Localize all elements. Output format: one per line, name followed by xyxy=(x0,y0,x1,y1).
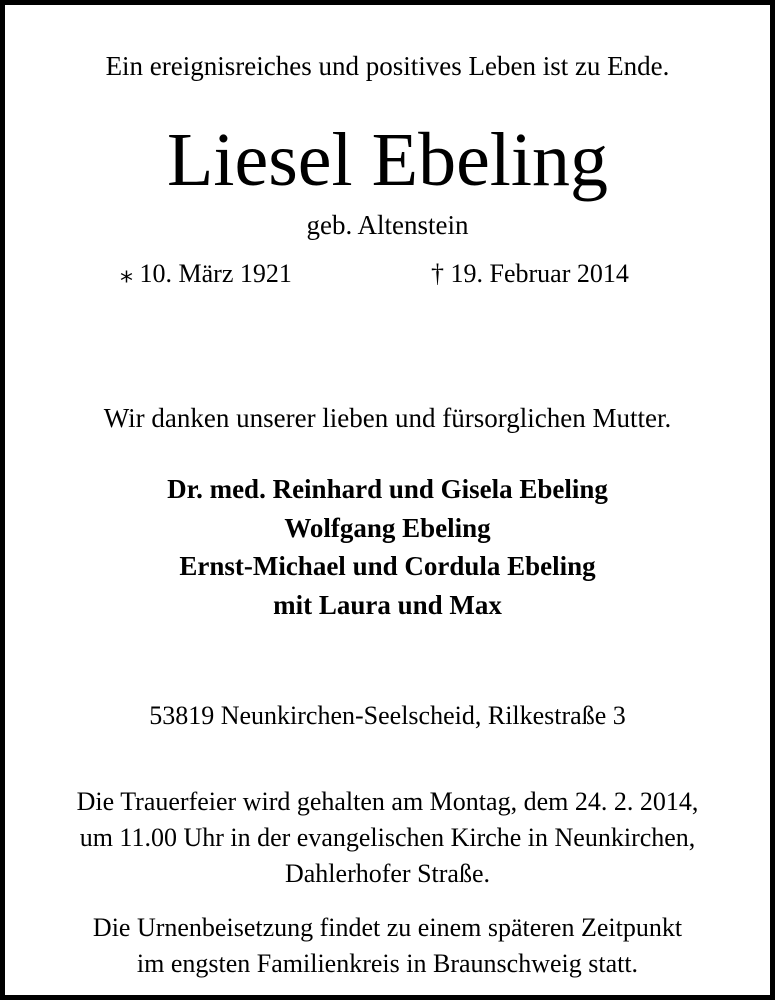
burial-line: Die Urnenbeisetzung findet zu einem späteren Zeitpunkt xyxy=(92,913,683,942)
family-list xyxy=(0,470,775,624)
family-address: 53819 Neunkirchen-Seelscheid, Rilkestraße 3 xyxy=(149,701,626,730)
burial-line: im engsten Familienkreis in Braunschweig statt. xyxy=(136,949,639,978)
intro-line: Ein ereignisreiches und positives Leben ist zu Ende. xyxy=(105,51,670,81)
deceased-name: Liesel Ebeling xyxy=(166,118,609,202)
maiden-name: geb. Altenstein xyxy=(306,210,469,240)
service-line: Die Trauerfeier wird gehalten am Montag, dem 24. 2. 2014, xyxy=(76,787,699,816)
family-line: Dr. med. Reinhard und Gisela Ebeling xyxy=(167,474,608,504)
funeral-service-info xyxy=(0,784,775,892)
family-line: Ernst-Michael und Cordula Ebeling xyxy=(179,551,596,581)
birth-date: ⁎ 10. März 1921 xyxy=(120,259,292,288)
service-line: um 11.00 Uhr in der evangelischen Kirche in Neunkirchen, xyxy=(79,823,696,852)
thanks-line: Wir danken unserer lieben und fürsorglichen Mutter. xyxy=(103,403,672,433)
urn-burial-info xyxy=(0,910,775,982)
family-line: mit Laura und Max xyxy=(273,589,502,620)
service-line: Dahlerhofer Straße. xyxy=(284,859,491,888)
death-date: † 19. Februar 2014 xyxy=(431,259,629,288)
family-line: Wolfgang Ebeling xyxy=(284,512,491,543)
